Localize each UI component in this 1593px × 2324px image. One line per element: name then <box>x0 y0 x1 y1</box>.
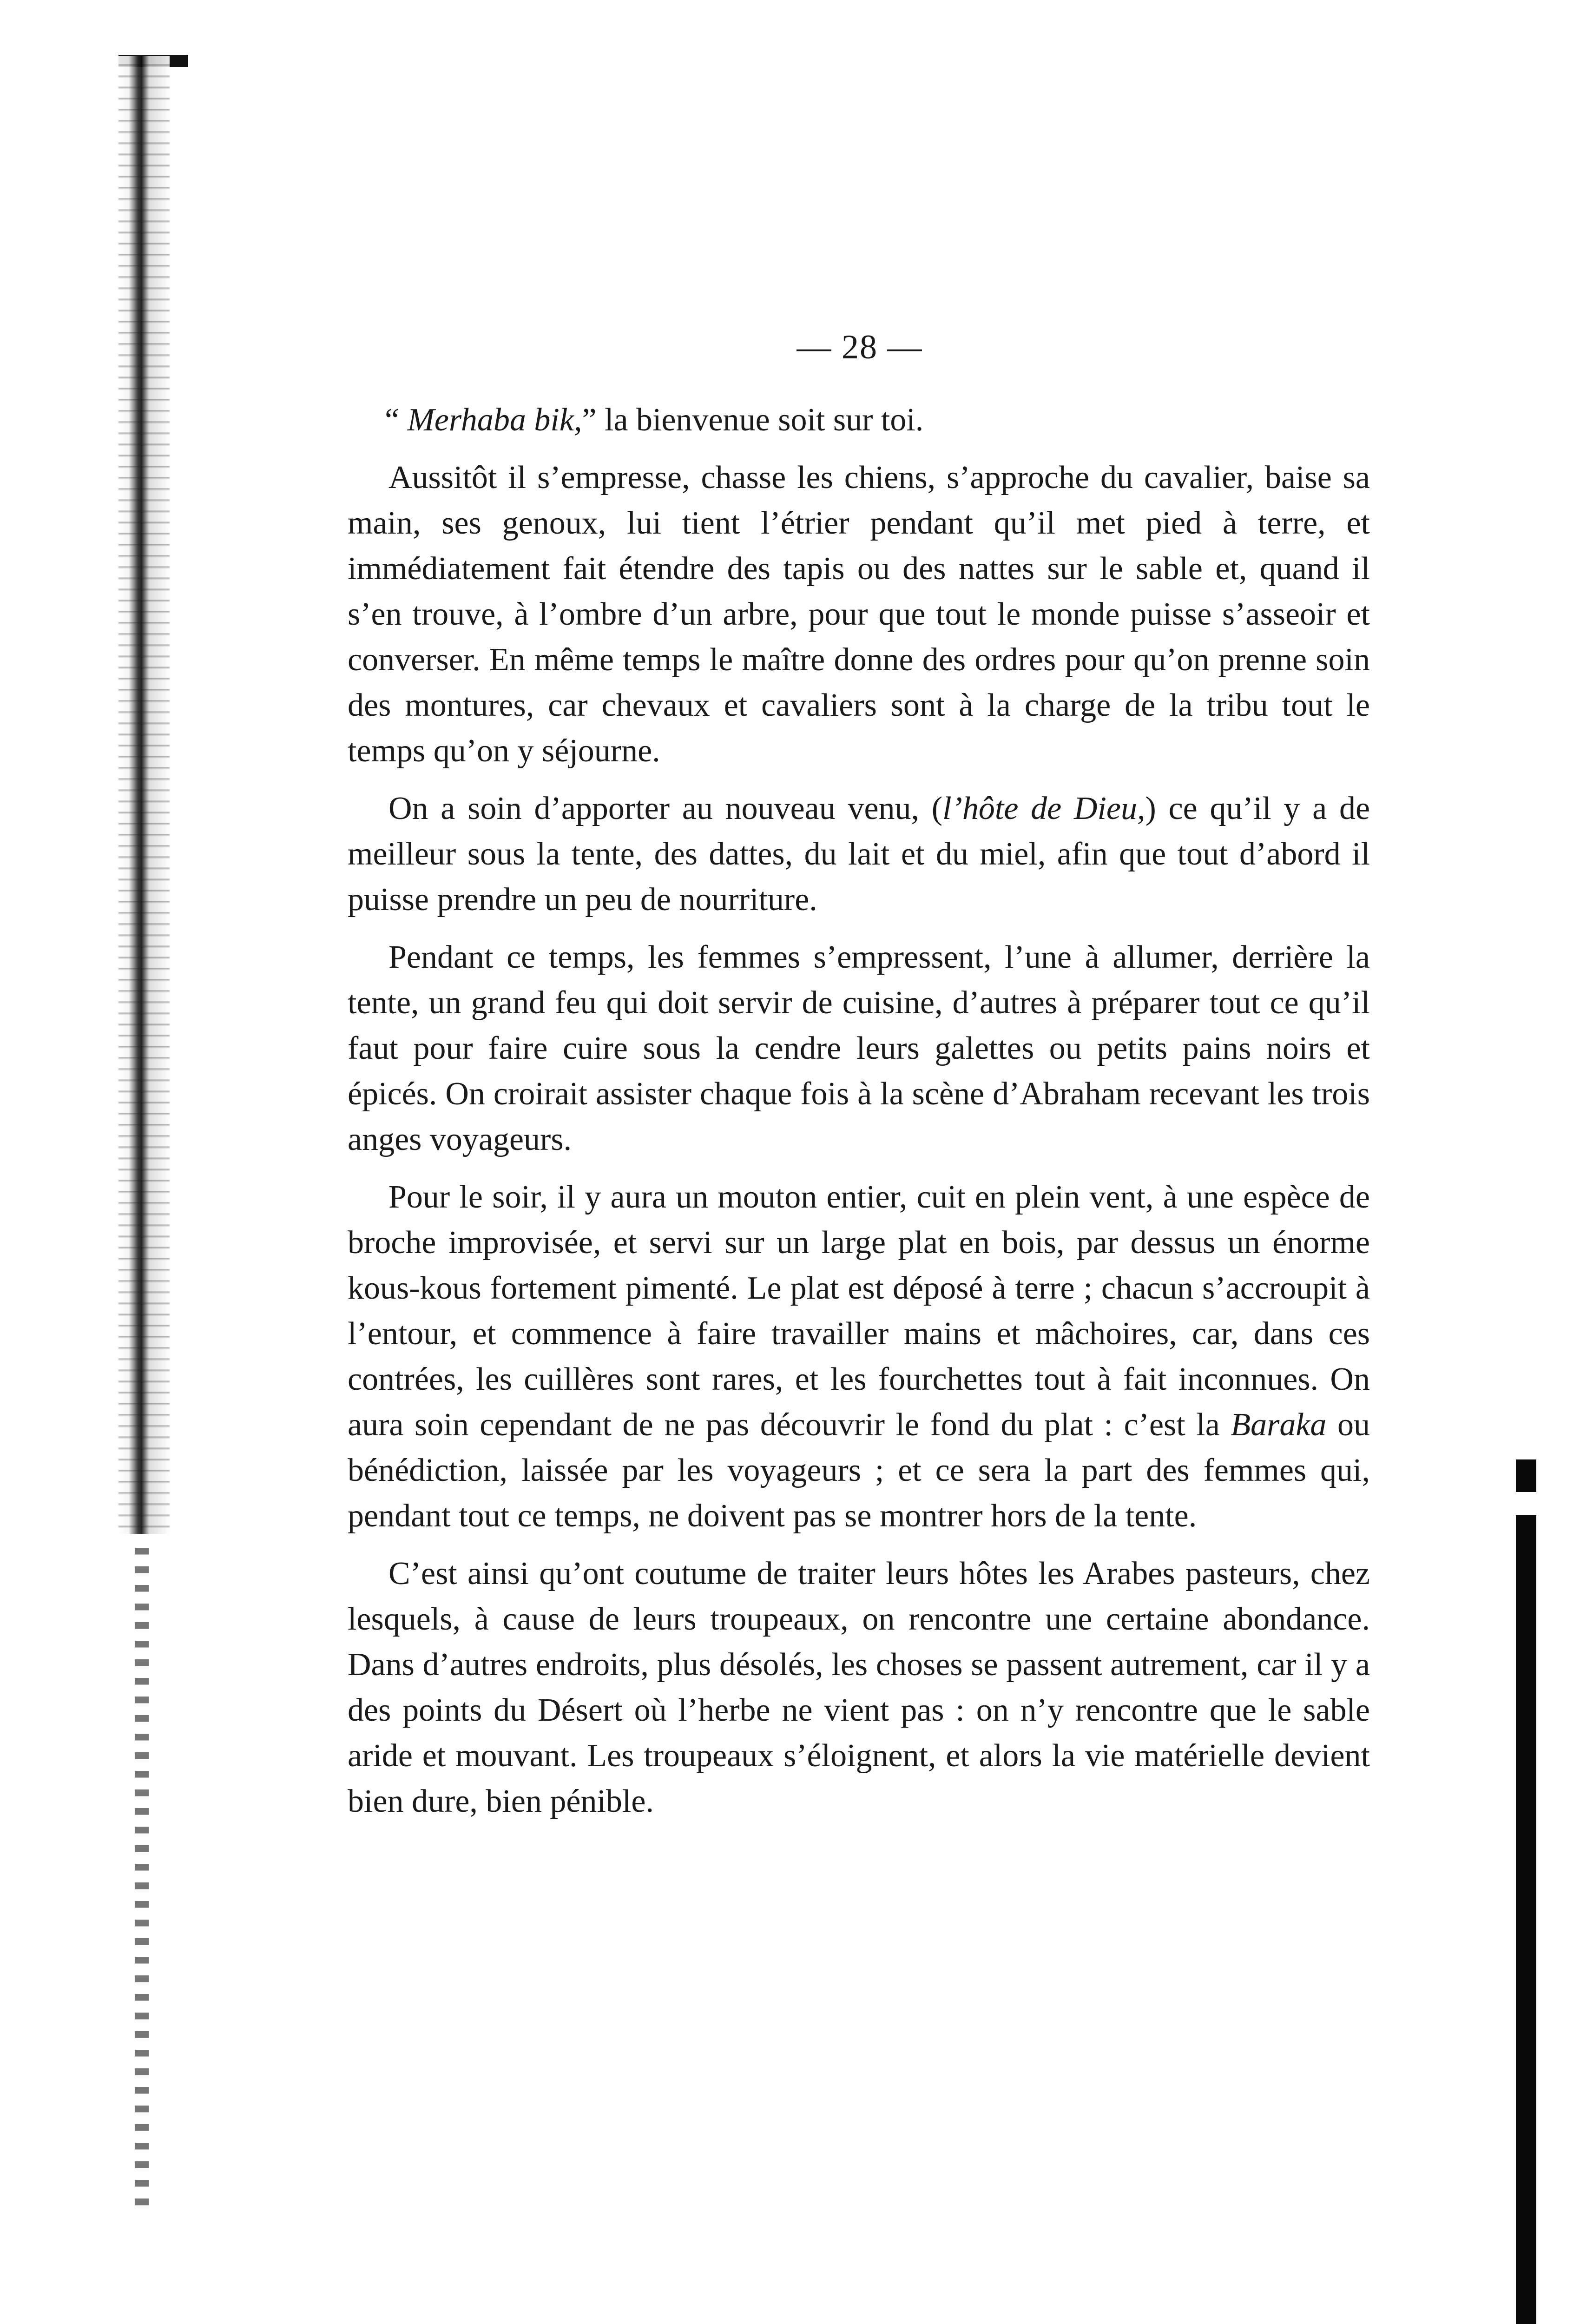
text-segment: ) ce qu’il y a de meilleur sous la tente, des dattes, du lait et du miel, afin que tout d’abord il puisse prendre un peu de nourriture. <box>348 791 1370 918</box>
text-segment: C’est ainsi qu’ont coutume de traiter leurs hôtes les Arabes pasteurs, chez lesquels, à cause de leurs troupeaux, on rencontre une certaine abondance. Dans d’autres endroits, plus désolés, les choses se passent autrement, car il y a des points du Désert où l’herbe ne vient pas : on n’y rencontre que le sable aride et mouvant. Les troupeaux s’éloignent, et alors la vie matérielle devient bien dure, bien pénible. <box>348 1556 1370 1819</box>
paragraph-4 <box>348 935 1370 1162</box>
text-segment-italic: l’hôte de Dieu, <box>942 791 1145 826</box>
scan-edge-mark <box>1516 1459 1536 1492</box>
text-segment: Pendant ce temps, les femmes s’empressent, l’une à allumer, derrière la tente, un grand feu qui doit servir de cuisine, d’autres à préparer tout ce qu’il faut pour faire cuire sous la cendre leurs galettes ou petits pains noirs et épicés. On croirait assister chaque fois à la scène d’Abraham recevant les trois anges voyageurs. <box>348 939 1370 1157</box>
page-number: — 28 — <box>796 328 923 366</box>
book-binding-edge <box>118 56 170 1534</box>
paragraph-2 <box>348 455 1370 774</box>
text-segment: “ <box>385 402 408 438</box>
scan-edge-bar <box>1516 1515 1536 2324</box>
paragraph-5 <box>348 1175 1370 1539</box>
body-text <box>348 397 1370 1836</box>
text-segment: Pour le soir, il y aura un mouton entier, cuit en plein vent, à une espèce de broche improvisée, et servi sur un large plat en bois, par dessus un énorme kous-kous fortement pimenté. Le plat est déposé à terre ; chacun s’accroupit à l’entour, et commence à faire travailler mains et mâchoires, car, dans ces contrées, les cuillères sont rares, et les fourchettes tout à fait inconnues. On aura soin cependant de ne pas découvrir le fond du plat : c’est la <box>348 1179 1370 1443</box>
text-segment-italic: Baraka <box>1231 1407 1327 1443</box>
paragraph-1 <box>348 397 1370 443</box>
text-segment: Aussitôt il s’empresse, chasse les chiens, s’approche du cavalier, baise sa main, ses genoux, lui tient l’étrier pendant qu’il met pied à terre, et immédiatement fait étendre des tapis ou des nattes sur le sable et, quand il s’en trouve, à l’ombre d’un arbre, pour que tout le monde puisse s’asseoir et converser. En même temps le maître donne des ordres pour qu’on prenne soin des montures, car chevaux et cavaliers sont à la charge de la tribu tout le temps qu’on y séjourne. <box>348 460 1370 769</box>
paragraph-6 <box>348 1551 1370 1824</box>
text-segment: ou bénédiction, laissée par les voyageurs ; et ce sera la part des femmes qui, pendant tout ce temps, ne doivent pas se montrer hors de la tente. <box>348 1407 1370 1534</box>
text-segment: On a soin d’apporter au nouveau venu, ( <box>388 791 943 826</box>
binding-edge-lower <box>135 1548 149 2208</box>
text-segment-italic: Merhaba bik, <box>407 402 582 438</box>
paragraph-3 <box>348 786 1370 923</box>
text-segment: ” la bienvenue soit sur toi. <box>582 402 924 438</box>
